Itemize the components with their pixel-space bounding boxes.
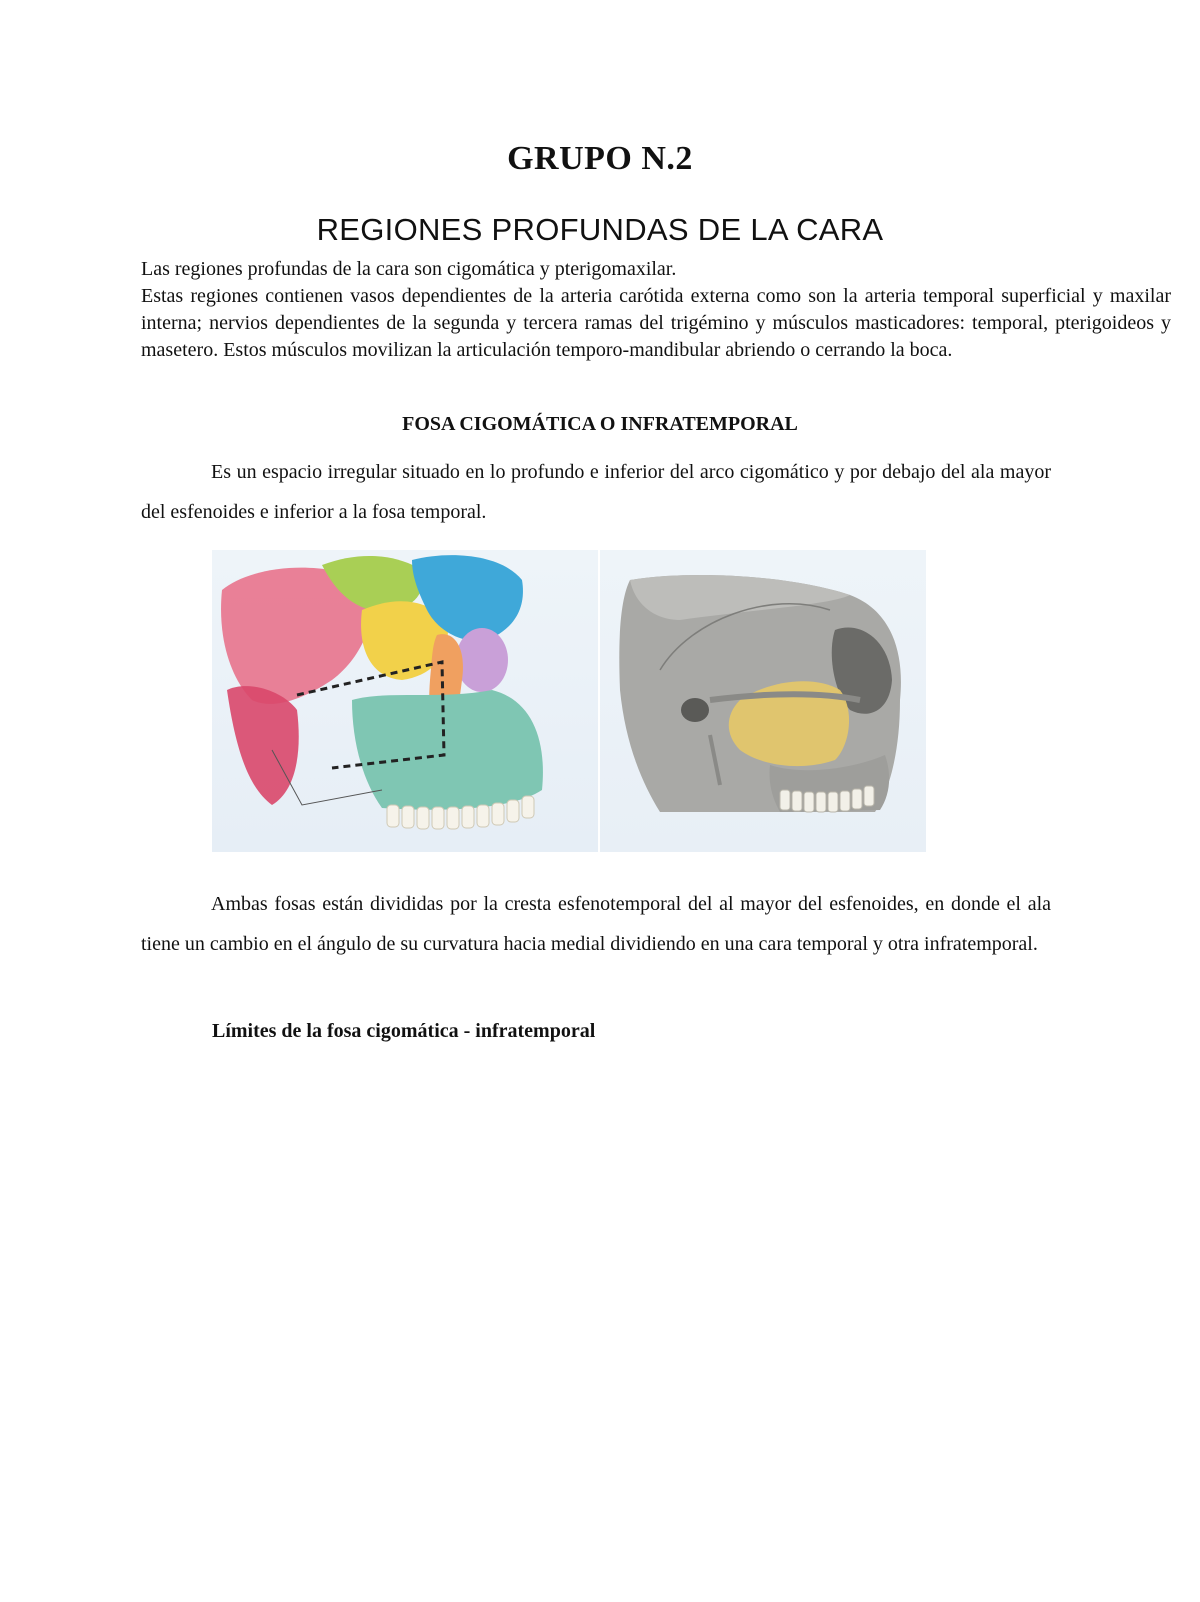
skull-colored-illustration [212, 550, 598, 852]
mastoid-region [227, 686, 299, 805]
paragraph-fosa-description: Es un espacio irregular situado en lo profundo e inferior del arco cigomático y por debajo del ala mayor del esfenoides e inferior a la fosa temporal. [141, 461, 1051, 523]
intro-paragraph-2: Estas regiones contienen vasos dependientes de la arteria carótida externa como son la arteria temporal superficial y maxilar interna; nervios dependientes de la segunda y tercera ramas del trigémino y músculos masticadores: temporal, pterigoideos y masetero. Estos músculos movilizan la articulación temporo-mandibular abriendo o cerrando la boca. [141, 285, 1171, 361]
orbit-region [456, 628, 508, 692]
limits-heading: Límites de la fosa cigomática - infratemporal [212, 1020, 596, 1042]
page-subtitle: REGIONES PROFUNDAS DE LA CARA [316, 212, 884, 247]
page-title: GRUPO N.2 [507, 140, 693, 177]
skull-gray-illustration [600, 550, 926, 852]
section-heading: FOSA CIGOMÁTICA O INFRATEMPORAL [402, 413, 798, 435]
skull-gray-svg [600, 550, 926, 852]
ear-canal [681, 698, 709, 722]
maxilla-region [352, 690, 543, 810]
skull-colored-svg [212, 550, 598, 852]
paragraph-fosas-division: Ambas fosas están divididas por la cresta esfenotemporal del al mayor del esfenoides, en donde el ala tiene un cambio en el ángulo de su curvatura hacia medial dividiendo en una cara temporal y otra infratemporal. [141, 893, 1051, 955]
intro-line-1: Las regiones profundas de la cara son cigomática y pterigomaxilar. [141, 258, 677, 280]
intro-text [141, 256, 1171, 364]
